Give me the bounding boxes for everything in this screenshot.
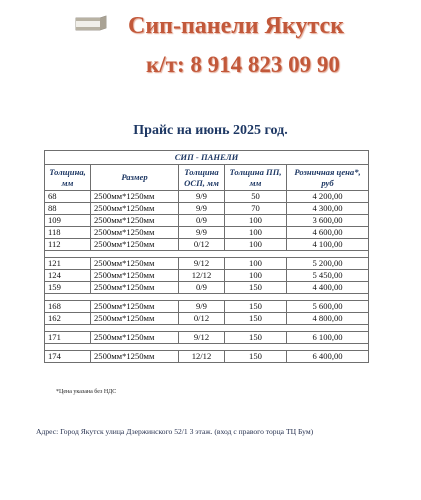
cell-pp: 100 bbox=[225, 239, 287, 251]
cell-osb: 9/12 bbox=[179, 258, 225, 270]
cell-pp: 100 bbox=[225, 258, 287, 270]
cell-size: 2500мм*1250мм bbox=[91, 227, 179, 239]
cell-osb: 0/12 bbox=[179, 239, 225, 251]
cell-osb: 0/9 bbox=[179, 282, 225, 294]
table-row bbox=[45, 282, 369, 294]
cell-osb: 9/12 bbox=[179, 332, 225, 344]
cell-size: 2500мм*1250мм bbox=[91, 215, 179, 227]
cell-pp: 150 bbox=[225, 332, 287, 344]
cell-thickness: 124 bbox=[45, 270, 91, 282]
cell-price: 4 100,00 bbox=[287, 239, 369, 251]
cell-osb: 9/9 bbox=[179, 301, 225, 313]
cell-size: 2500мм*1250мм bbox=[91, 191, 179, 203]
cell-pp: 100 bbox=[225, 270, 287, 282]
cell-thickness: 168 bbox=[45, 301, 91, 313]
sip-panel-logo-icon bbox=[74, 14, 108, 32]
cell-thickness: 118 bbox=[45, 227, 91, 239]
cell-size: 2500мм*1250мм bbox=[91, 203, 179, 215]
table-row bbox=[45, 258, 369, 270]
spacer-cell bbox=[45, 251, 369, 258]
column-header-thickness: Толщина, мм bbox=[45, 165, 91, 191]
cell-price: 4 200,00 bbox=[287, 191, 369, 203]
table-group-spacer bbox=[45, 251, 369, 258]
cell-price: 4 300,00 bbox=[287, 203, 369, 215]
cell-size: 2500мм*1250мм bbox=[91, 301, 179, 313]
cell-osb: 12/12 bbox=[179, 270, 225, 282]
table-row bbox=[45, 203, 369, 215]
cell-price: 3 600,00 bbox=[287, 215, 369, 227]
cell-price: 4 800,00 bbox=[287, 313, 369, 325]
cell-price: 5 600,00 bbox=[287, 301, 369, 313]
cell-size: 2500мм*1250мм bbox=[91, 351, 179, 363]
cell-price: 6 400,00 bbox=[287, 351, 369, 363]
cell-thickness: 112 bbox=[45, 239, 91, 251]
column-header-osb: Толщина ОСП, мм bbox=[179, 165, 225, 191]
cell-thickness: 159 bbox=[45, 282, 91, 294]
table-row bbox=[45, 227, 369, 239]
spacer-cell bbox=[45, 325, 369, 332]
cell-thickness: 88 bbox=[45, 203, 91, 215]
cell-osb: 12/12 bbox=[179, 351, 225, 363]
cell-osb: 9/9 bbox=[179, 227, 225, 239]
cell-thickness: 68 bbox=[45, 191, 91, 203]
price-list-heading: Прайс на июнь 2025 год. bbox=[133, 123, 288, 138]
contact-phone: к/т: 8 914 823 09 90 bbox=[146, 52, 340, 77]
cell-thickness: 171 bbox=[45, 332, 91, 344]
table-row bbox=[45, 191, 369, 203]
spacer-cell bbox=[45, 344, 369, 351]
table-row bbox=[45, 270, 369, 282]
cell-pp: 150 bbox=[225, 313, 287, 325]
cell-osb: 0/9 bbox=[179, 215, 225, 227]
cell-size: 2500мм*1250мм bbox=[91, 270, 179, 282]
spacer-cell bbox=[45, 294, 369, 301]
cell-size: 2500мм*1250мм bbox=[91, 258, 179, 270]
cell-pp: 100 bbox=[225, 227, 287, 239]
cell-thickness: 174 bbox=[45, 351, 91, 363]
table-group-spacer bbox=[45, 325, 369, 332]
table-row bbox=[45, 313, 369, 325]
cell-pp: 70 bbox=[225, 203, 287, 215]
table-group-spacer bbox=[45, 344, 369, 351]
cell-thickness: 121 bbox=[45, 258, 91, 270]
cell-pp: 150 bbox=[225, 301, 287, 313]
cell-osb: 0/12 bbox=[179, 313, 225, 325]
column-header-price: Розничная цена*, руб bbox=[287, 165, 369, 191]
price-table bbox=[44, 150, 369, 363]
cell-osb: 9/9 bbox=[179, 203, 225, 215]
cell-pp: 150 bbox=[225, 351, 287, 363]
company-title: Сип-панели Якутск bbox=[128, 13, 344, 39]
cell-thickness: 162 bbox=[45, 313, 91, 325]
table-group-spacer bbox=[45, 294, 369, 301]
table-caption: СИП - ПАНЕЛИ bbox=[45, 151, 369, 165]
column-header-pp: Толщина ПП, мм bbox=[225, 165, 287, 191]
cell-price: 5 200,00 bbox=[287, 258, 369, 270]
cell-osb: 9/9 bbox=[179, 191, 225, 203]
cell-size: 2500мм*1250мм bbox=[91, 313, 179, 325]
cell-size: 2500мм*1250мм bbox=[91, 332, 179, 344]
cell-pp: 100 bbox=[225, 215, 287, 227]
cell-price: 4 600,00 bbox=[287, 227, 369, 239]
cell-thickness: 109 bbox=[45, 215, 91, 227]
cell-size: 2500мм*1250мм bbox=[91, 239, 179, 251]
column-header-size: Размер bbox=[91, 165, 179, 191]
cell-size: 2500мм*1250мм bbox=[91, 282, 179, 294]
cell-price: 6 100,00 bbox=[287, 332, 369, 344]
table-row bbox=[45, 215, 369, 227]
vat-footnote: *Цена указана без НДС bbox=[56, 389, 117, 395]
table-row bbox=[45, 301, 369, 313]
cell-price: 4 400,00 bbox=[287, 282, 369, 294]
cell-pp: 150 bbox=[225, 282, 287, 294]
company-address: Адрес: Город Якутск улица Дзержинского 52/1 3 этаж. (вход с правого торца ТЦ Бум) bbox=[36, 427, 314, 436]
cell-pp: 50 bbox=[225, 191, 287, 203]
table-row bbox=[45, 332, 369, 344]
cell-price: 5 450,00 bbox=[287, 270, 369, 282]
table-row bbox=[45, 351, 369, 363]
price-table-body bbox=[45, 191, 369, 363]
table-row bbox=[45, 239, 369, 251]
